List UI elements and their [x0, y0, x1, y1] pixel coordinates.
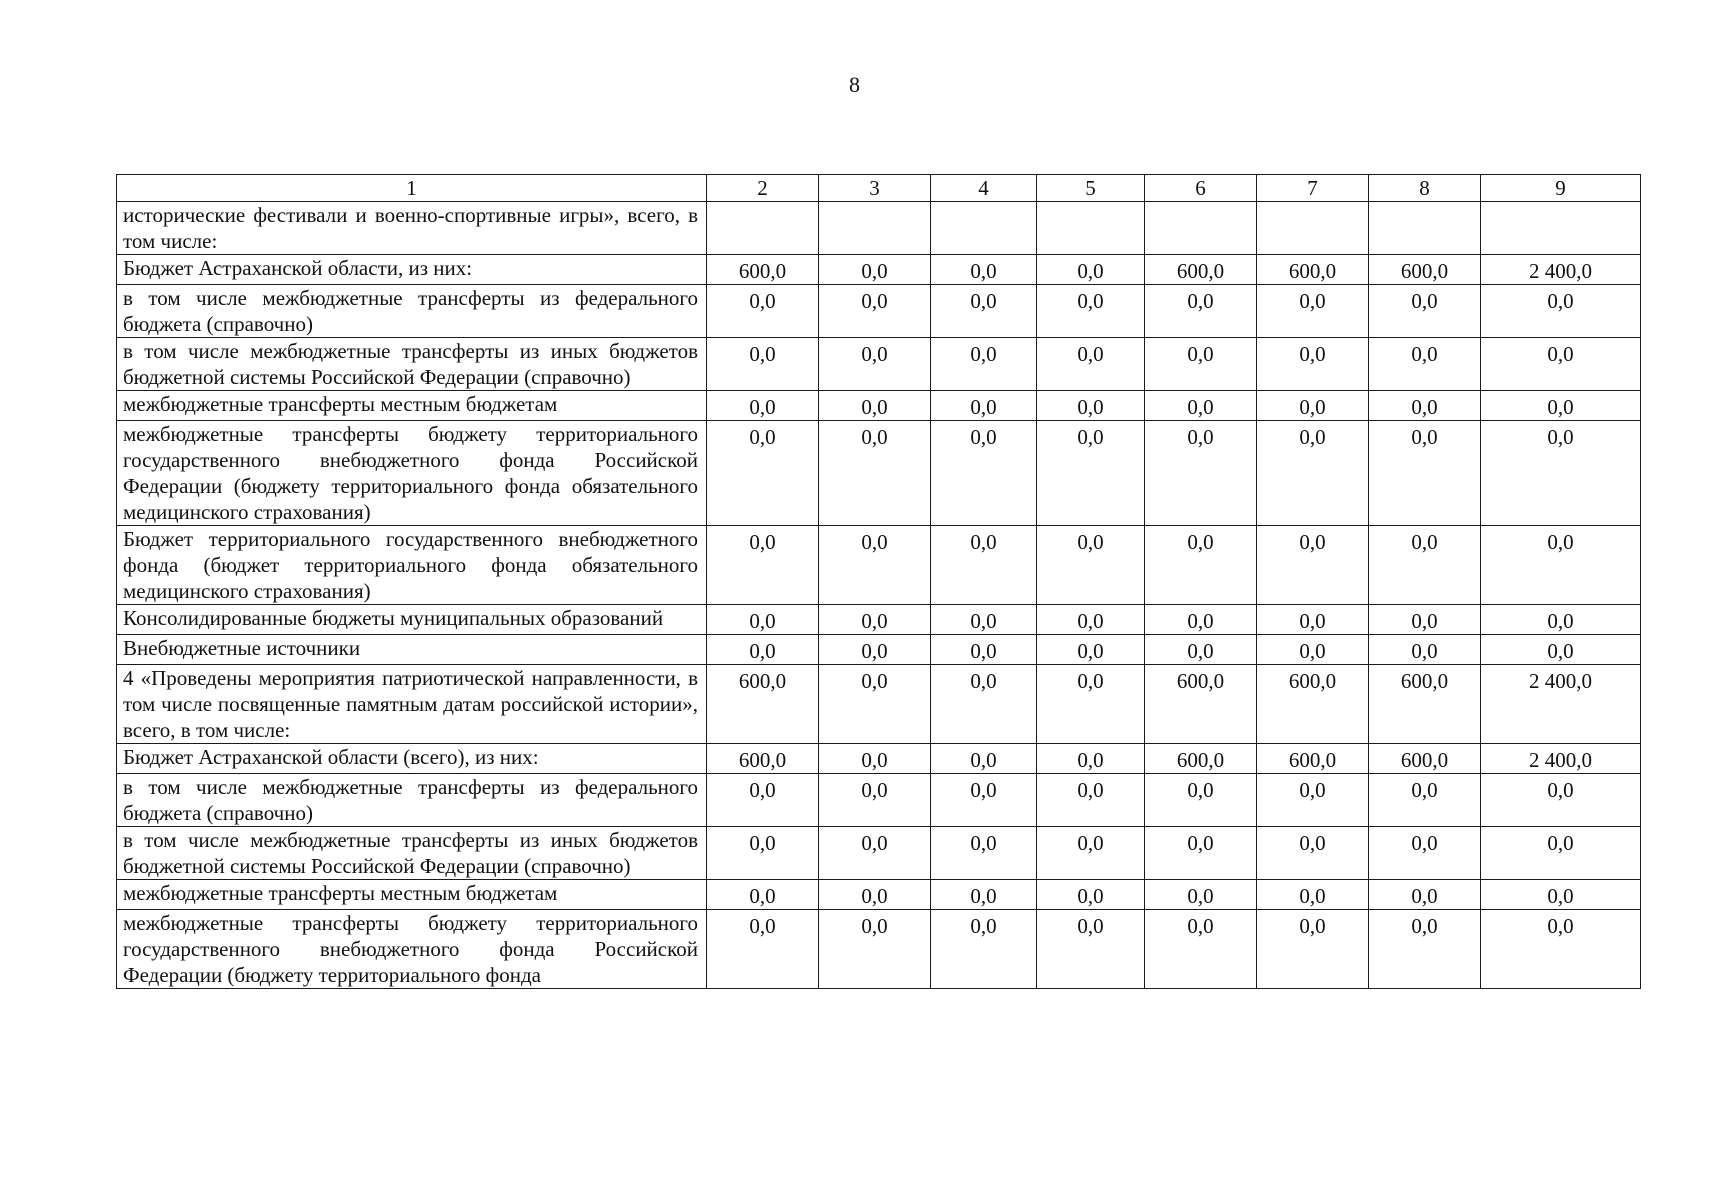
column-header-5: 5	[1037, 175, 1145, 202]
table-row	[117, 526, 1641, 605]
table-row	[117, 827, 1641, 880]
value-cell-col-9: 0,0	[1481, 635, 1641, 665]
column-header-9: 9	[1481, 175, 1641, 202]
table-row	[117, 391, 1641, 421]
value-cell-col-8: 0,0	[1369, 635, 1481, 665]
value-cell-col-6: 600,0	[1145, 665, 1257, 744]
table-row	[117, 605, 1641, 635]
value-cell-col-2: 0,0	[707, 526, 819, 605]
row-label: межбюджетные трансферты местным бюджетам	[117, 391, 707, 421]
table-row	[117, 880, 1641, 910]
value-cell-col-2: 0,0	[707, 285, 819, 338]
value-cell-col-3: 0,0	[819, 526, 931, 605]
value-cell-col-4: 0,0	[931, 605, 1037, 635]
value-cell-col-6: 0,0	[1145, 338, 1257, 391]
value-cell-col-3: 0,0	[819, 880, 931, 910]
value-cell-col-3: 0,0	[819, 391, 931, 421]
value-cell-col-8: 0,0	[1369, 526, 1481, 605]
value-cell-col-4: 0,0	[931, 421, 1037, 526]
value-cell-col-6: 0,0	[1145, 827, 1257, 880]
column-header-2: 2	[707, 175, 819, 202]
value-cell-col-8: 600,0	[1369, 744, 1481, 774]
value-cell-col-5: 0,0	[1037, 635, 1145, 665]
value-cell-col-8: 0,0	[1369, 285, 1481, 338]
value-cell-col-3: 0,0	[819, 421, 931, 526]
table-row	[117, 635, 1641, 665]
table-row	[117, 338, 1641, 391]
value-cell-col-6: 600,0	[1145, 255, 1257, 285]
row-label: Консолидированные бюджеты муниципальных образований	[117, 605, 707, 635]
row-label: 4 «Проведены мероприятия патриотической направленности, в том числе посвященные памятным датам российской истории», всего, в том числе:	[117, 665, 707, 744]
budget-table-container	[116, 174, 1640, 989]
value-cell-col-2: 600,0	[707, 665, 819, 744]
row-label: межбюджетные трансферты бюджету территориального государственного внебюджетного фонда Российской Федерации (бюджету территориального фонда	[117, 910, 707, 989]
value-cell-col-8: 600,0	[1369, 255, 1481, 285]
value-cell-col-6: 0,0	[1145, 526, 1257, 605]
value-cell-col-7: 0,0	[1257, 605, 1369, 635]
value-cell-col-8: 0,0	[1369, 391, 1481, 421]
value-cell-col-8: 0,0	[1369, 910, 1481, 989]
value-cell-col-3: 0,0	[819, 255, 931, 285]
table-row	[117, 255, 1641, 285]
row-label: Бюджет Астраханской области, из них:	[117, 255, 707, 285]
value-cell-col-9: 0,0	[1481, 285, 1641, 338]
value-cell-col-5: 0,0	[1037, 827, 1145, 880]
value-cell-col-8	[1369, 202, 1481, 255]
value-cell-col-5: 0,0	[1037, 421, 1145, 526]
column-header-8: 8	[1369, 175, 1481, 202]
value-cell-col-9: 0,0	[1481, 391, 1641, 421]
value-cell-col-4: 0,0	[931, 285, 1037, 338]
value-cell-col-9: 0,0	[1481, 827, 1641, 880]
value-cell-col-4: 0,0	[931, 744, 1037, 774]
row-label: Бюджет Астраханской области (всего), из них:	[117, 744, 707, 774]
value-cell-col-9: 0,0	[1481, 910, 1641, 989]
value-cell-col-7: 600,0	[1257, 665, 1369, 744]
value-cell-col-5: 0,0	[1037, 910, 1145, 989]
value-cell-col-7: 0,0	[1257, 285, 1369, 338]
value-cell-col-2: 600,0	[707, 744, 819, 774]
value-cell-col-2: 0,0	[707, 421, 819, 526]
value-cell-col-6: 0,0	[1145, 605, 1257, 635]
value-cell-col-6: 0,0	[1145, 635, 1257, 665]
value-cell-col-7: 0,0	[1257, 880, 1369, 910]
value-cell-col-2: 0,0	[707, 635, 819, 665]
value-cell-col-5: 0,0	[1037, 880, 1145, 910]
value-cell-col-3: 0,0	[819, 635, 931, 665]
table-row	[117, 202, 1641, 255]
table-row	[117, 421, 1641, 526]
row-label: в том числе межбюджетные трансферты из иных бюджетов бюджетной системы Российской Федерации (справочно)	[117, 827, 707, 880]
page-number: 8	[849, 72, 860, 97]
value-cell-col-5: 0,0	[1037, 391, 1145, 421]
column-header-3: 3	[819, 175, 931, 202]
value-cell-col-4: 0,0	[931, 880, 1037, 910]
value-cell-col-2: 0,0	[707, 910, 819, 989]
value-cell-col-5: 0,0	[1037, 526, 1145, 605]
value-cell-col-7	[1257, 202, 1369, 255]
value-cell-col-2	[707, 202, 819, 255]
table-row	[117, 285, 1641, 338]
value-cell-col-5: 0,0	[1037, 774, 1145, 827]
value-cell-col-5	[1037, 202, 1145, 255]
value-cell-col-8: 600,0	[1369, 665, 1481, 744]
value-cell-col-5: 0,0	[1037, 605, 1145, 635]
value-cell-col-3: 0,0	[819, 605, 931, 635]
value-cell-col-2: 0,0	[707, 827, 819, 880]
value-cell-col-5: 0,0	[1037, 665, 1145, 744]
budget-table	[116, 174, 1641, 989]
value-cell-col-8: 0,0	[1369, 605, 1481, 635]
value-cell-col-4: 0,0	[931, 255, 1037, 285]
value-cell-col-4: 0,0	[931, 338, 1037, 391]
value-cell-col-7: 0,0	[1257, 774, 1369, 827]
value-cell-col-6: 0,0	[1145, 880, 1257, 910]
value-cell-col-7: 0,0	[1257, 421, 1369, 526]
value-cell-col-8: 0,0	[1369, 338, 1481, 391]
value-cell-col-8: 0,0	[1369, 827, 1481, 880]
value-cell-col-3: 0,0	[819, 910, 931, 989]
value-cell-col-3: 0,0	[819, 338, 931, 391]
value-cell-col-5: 0,0	[1037, 338, 1145, 391]
value-cell-col-2: 0,0	[707, 774, 819, 827]
value-cell-col-9: 0,0	[1481, 526, 1641, 605]
value-cell-col-4	[931, 202, 1037, 255]
value-cell-col-7: 0,0	[1257, 827, 1369, 880]
value-cell-col-9	[1481, 202, 1641, 255]
value-cell-col-6: 600,0	[1145, 744, 1257, 774]
table-row	[117, 744, 1641, 774]
value-cell-col-3: 0,0	[819, 744, 931, 774]
value-cell-col-4: 0,0	[931, 391, 1037, 421]
value-cell-col-8: 0,0	[1369, 880, 1481, 910]
value-cell-col-3: 0,0	[819, 285, 931, 338]
value-cell-col-4: 0,0	[931, 910, 1037, 989]
value-cell-col-7: 600,0	[1257, 744, 1369, 774]
value-cell-col-8: 0,0	[1369, 421, 1481, 526]
value-cell-col-2: 0,0	[707, 391, 819, 421]
value-cell-col-9: 0,0	[1481, 605, 1641, 635]
value-cell-col-2: 600,0	[707, 255, 819, 285]
value-cell-col-5: 0,0	[1037, 255, 1145, 285]
value-cell-col-8: 0,0	[1369, 774, 1481, 827]
table-row	[117, 910, 1641, 989]
value-cell-col-9: 2 400,0	[1481, 665, 1641, 744]
value-cell-col-6: 0,0	[1145, 391, 1257, 421]
table-row	[117, 665, 1641, 744]
column-header-4: 4	[931, 175, 1037, 202]
column-header-7: 7	[1257, 175, 1369, 202]
row-label: в том числе межбюджетные трансферты из федерального бюджета (справочно)	[117, 774, 707, 827]
value-cell-col-9: 0,0	[1481, 421, 1641, 526]
value-cell-col-7: 0,0	[1257, 338, 1369, 391]
value-cell-col-7: 600,0	[1257, 255, 1369, 285]
row-label: межбюджетные трансферты местным бюджетам	[117, 880, 707, 910]
value-cell-col-5: 0,0	[1037, 285, 1145, 338]
value-cell-col-9: 2 400,0	[1481, 744, 1641, 774]
value-cell-col-2: 0,0	[707, 880, 819, 910]
table-row	[117, 774, 1641, 827]
value-cell-col-9: 2 400,0	[1481, 255, 1641, 285]
value-cell-col-9: 0,0	[1481, 880, 1641, 910]
row-label: Бюджет территориального государственного внебюджетного фонда (бюджет территориального фонда обязательного медицинского страхования)	[117, 526, 707, 605]
value-cell-col-6: 0,0	[1145, 910, 1257, 989]
value-cell-col-4: 0,0	[931, 774, 1037, 827]
value-cell-col-4: 0,0	[931, 635, 1037, 665]
value-cell-col-6: 0,0	[1145, 421, 1257, 526]
value-cell-col-7: 0,0	[1257, 635, 1369, 665]
value-cell-col-7: 0,0	[1257, 910, 1369, 989]
value-cell-col-6: 0,0	[1145, 774, 1257, 827]
value-cell-col-9: 0,0	[1481, 774, 1641, 827]
column-header-6: 6	[1145, 175, 1257, 202]
value-cell-col-4: 0,0	[931, 665, 1037, 744]
row-label: в том числе межбюджетные трансферты из иных бюджетов бюджетной системы Российской Федерации (справочно)	[117, 338, 707, 391]
value-cell-col-6: 0,0	[1145, 285, 1257, 338]
value-cell-col-3	[819, 202, 931, 255]
row-label: исторические фестивали и военно-спортивные игры», всего, в том числе:	[117, 202, 707, 255]
header-row	[117, 175, 1641, 202]
value-cell-col-3: 0,0	[819, 774, 931, 827]
row-label: в том числе межбюджетные трансферты из федерального бюджета (справочно)	[117, 285, 707, 338]
value-cell-col-3: 0,0	[819, 827, 931, 880]
value-cell-col-2: 0,0	[707, 605, 819, 635]
value-cell-col-4: 0,0	[931, 827, 1037, 880]
value-cell-col-6	[1145, 202, 1257, 255]
value-cell-col-7: 0,0	[1257, 526, 1369, 605]
row-label: Внебюджетные источники	[117, 635, 707, 665]
row-label: межбюджетные трансферты бюджету территориального государственного внебюджетного фонда Российской Федерации (бюджету территориального фонда обязательного медицинского страхования)	[117, 421, 707, 526]
value-cell-col-2: 0,0	[707, 338, 819, 391]
value-cell-col-5: 0,0	[1037, 744, 1145, 774]
value-cell-col-9: 0,0	[1481, 338, 1641, 391]
column-header-1: 1	[117, 175, 707, 202]
value-cell-col-7: 0,0	[1257, 391, 1369, 421]
value-cell-col-3: 0,0	[819, 665, 931, 744]
value-cell-col-4: 0,0	[931, 526, 1037, 605]
